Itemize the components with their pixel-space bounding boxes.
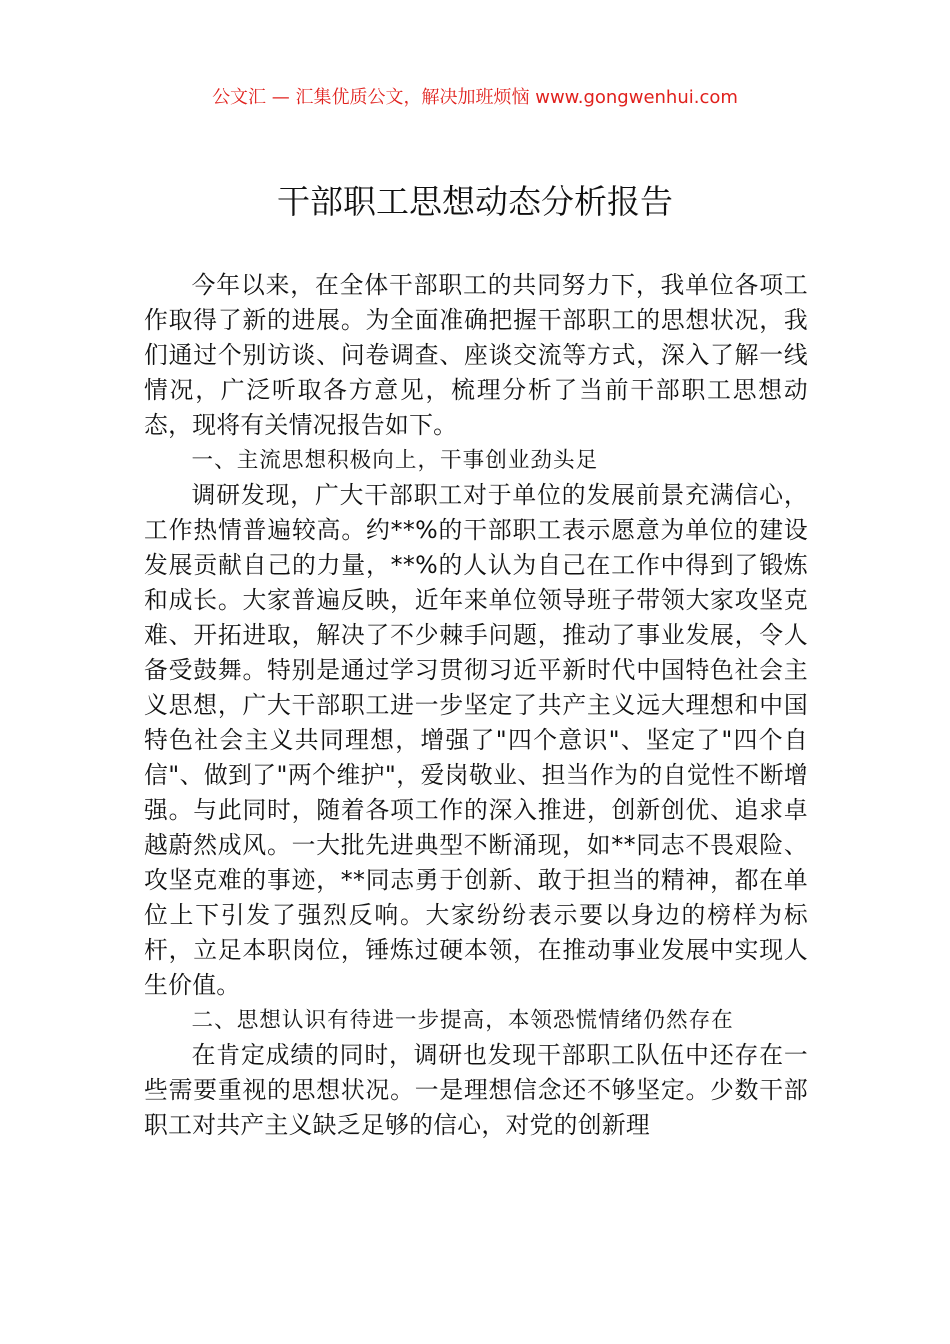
document-body bbox=[144, 268, 808, 1143]
section-2-paragraph: 在肯定成绩的同时，调研也发现干部职工队伍中还存在一些需要重视的思想状况。一是理想信念还不够坚定。少数干部职工对共产主义缺乏足够的信心，对党的创新理 bbox=[144, 1041, 808, 1139]
intro-paragraph: 今年以来，在全体干部职工的共同努力下，我单位各项工作取得了新的进展。为全面准确把握干部职工的思想状况，我们通过个别访谈、问卷调查、座谈交流等方式，深入了解一线情况，广泛听取各方意见，梳理分析了当前干部职工思想动态，现将有关情况报告如下。 bbox=[144, 271, 808, 439]
section-1-heading: 一、主流思想积极向上，干事创业劲头足 bbox=[191, 448, 599, 473]
section-1-paragraph: 调研发现，广大干部职工对于单位的发展前景充满信心，工作热情普遍较高。约**%的干部职工表示愿意为单位的建设发展贡献自己的力量，**%的人认为自己在工作中得到了锻炼和成长。大家普遍反映，近年来单位领导班子带领大家攻坚克难、开拓进取，解决了不少棘手问题，推动了事业发展，令人备受鼓舞。特别是通过学习贯彻习近平新时代中国特色社会主义思想，广大干部职工进一步坚定了共产主义远大理想和中国特色社会主义共同理想，增强了"四个意识"、坚定了"四个自信"、做到了"两个维护"，爱岗敬业、担当作为的自觉性不断增强。与此同时，随着各项工作的深入推进，创新创优、追求卓越蔚然成风。一大批先进典型不断涌现，如**同志不畏艰险、攻坚克难的事迹，**同志勇于创新、敢于担当的精神，都在单位上下引发了强烈反响。大家纷纷表示要以身边的榜样为标杆，立足本职岗位，锤炼过硬本领，在推动事业发展中实现人生价值。 bbox=[144, 481, 808, 999]
section-2-heading: 二、思想认识有待进一步提高，本领恐慌情绪仍然存在 bbox=[191, 1008, 734, 1033]
document-title: 干部职工思想动态分析报告 bbox=[277, 182, 673, 221]
site-banner: 公文汇 — 汇集优质公文，解决加班烦恼 www.gongwenhui.com bbox=[212, 87, 738, 108]
